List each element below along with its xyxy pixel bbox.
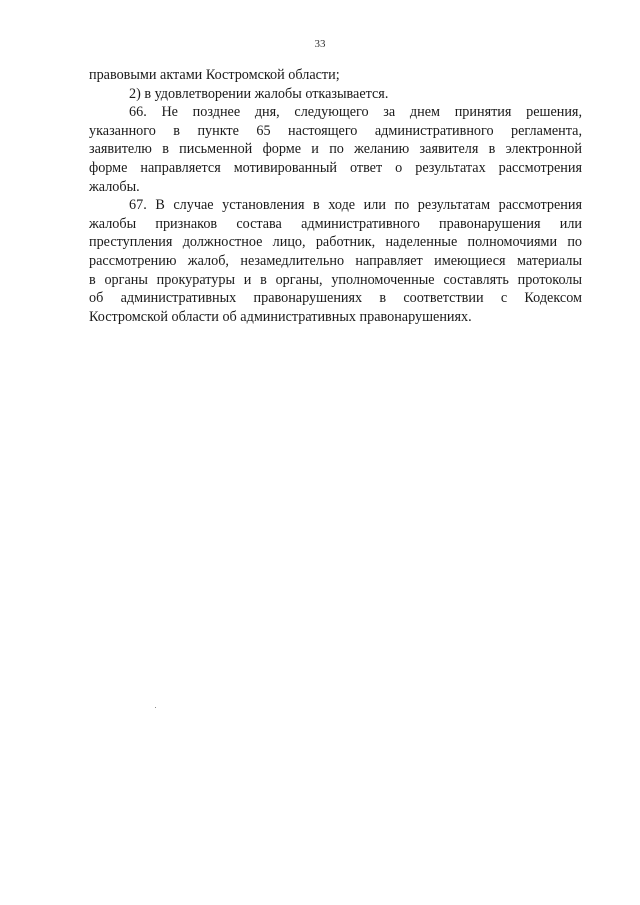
- text-line: Костромской области об административных правонарушениях.: [89, 308, 472, 325]
- text-line: жалобы.: [89, 178, 140, 195]
- text-line: в органы прокуратуры и в органы, уполномоченные составлять протоколы: [89, 271, 582, 288]
- paragraph-item-2: [89, 85, 582, 104]
- text-line: жалобы признаков состава административного правонарушения или: [89, 215, 582, 232]
- text-line: об административных правонарушениях в соответствии с Кодексом: [89, 290, 582, 307]
- page-number: 33: [314, 38, 326, 50]
- text-line: 2) в удовлетворении жалобы отказывается.: [129, 85, 389, 102]
- document-body: [89, 66, 582, 326]
- text-line: 67. В случае установления в ходе или по результатам рассмотрения: [129, 197, 582, 214]
- text-line: 66. Не позднее дня, следующего за днем принятия решения,: [129, 104, 582, 121]
- paragraph-continuation: [89, 66, 582, 85]
- text-line: преступления должностное лицо, работник, наделенные полномочиями по: [89, 234, 582, 251]
- text-line: форме направляется мотивированный ответ о результатах рассмотрения: [89, 159, 582, 176]
- scan-speck: [155, 707, 156, 708]
- text-line: рассмотрению жалоб, незамедлительно направляет имеющиеся материалы: [89, 252, 582, 269]
- text-line: указанного в пункте 65 настоящего административного регламента,: [89, 122, 582, 139]
- text-line: заявителю в письменной форме и по желанию заявителя в электронной: [89, 141, 582, 158]
- paragraph-66: [89, 103, 582, 196]
- text-line: правовыми актами Костромской области;: [89, 67, 340, 83]
- paragraph-67: [89, 196, 582, 326]
